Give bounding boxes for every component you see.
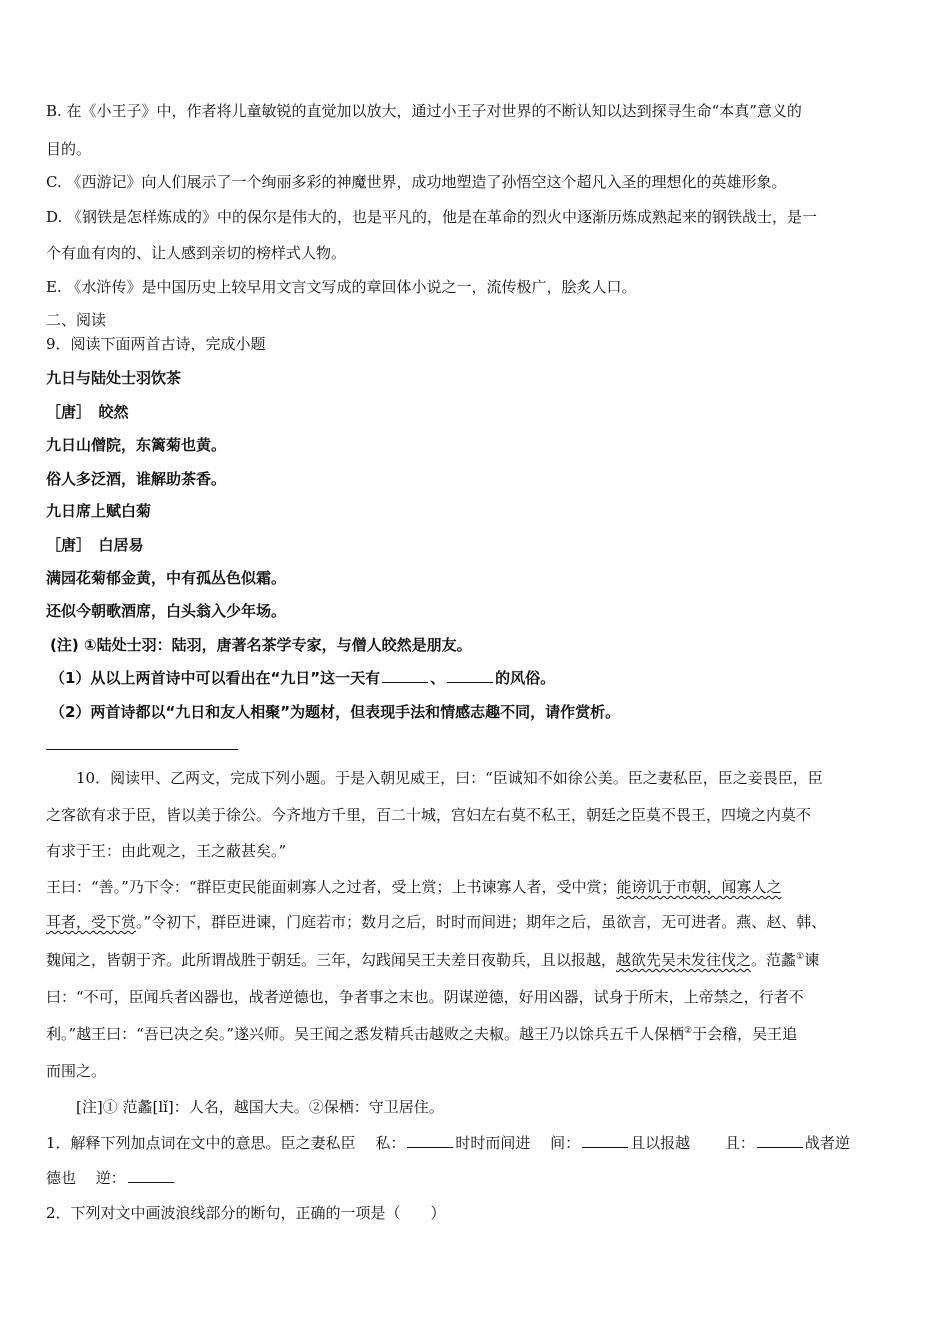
- option-b-line1: B. 在《小王子》中，作者将儿童敏锐的直觉加以放大，通过小王子对世界的不断认知以达到探寻生命“本真”意义的: [46, 102, 802, 120]
- poem1-line2: 俗人多泛酒，谁解助茶香。: [46, 470, 227, 488]
- poem2-author: ［唐］ 白居易: [46, 536, 144, 554]
- option-d-line1: D. 《钢铁是怎样炼成的》中的保尔是伟大的，也是平凡的，他是在革命的烈火中逐渐历炼成熟起来的钢铁战士，是一: [46, 208, 818, 226]
- q10-line8-text-a: 利。”越王曰：“吾已决之矣。”遂兴师。吴王闻之悉发精兵击越败之夫椒。越王乃以馀兵五千人保栖: [46, 1025, 685, 1043]
- q9-intro: 9．阅读下面两首古诗，完成小题: [46, 335, 266, 353]
- q10-sub1-text-d: 战者逆: [804, 1134, 850, 1152]
- poem2-line1: 满园花菊郁金黄，中有孤丛色似霜。: [46, 569, 287, 587]
- poem1-title: 九日与陆处士羽饮茶: [46, 369, 182, 387]
- wavy-underline-segment-2: 耳者，受下赏: [46, 913, 137, 931]
- q9-sub1-text-c: 的风俗。: [495, 669, 556, 687]
- q10-line8-text-b: 于会稽，吴王追: [692, 1025, 798, 1043]
- q10-line2: 之客欲有求于臣，皆以美于徐公。今齐地方千里，百二十城，宫妇左右莫不私王，朝廷之臣莫不畏王，四境之内莫不: [46, 806, 812, 824]
- q10-line6-text-c: 谏: [804, 951, 820, 969]
- q10-line6-text-a: 魏闻之，皆朝于齐。此所谓战胜于朝廷。三年，勾践闻吴王夫差日夜勒兵，且以报越，: [46, 951, 617, 969]
- q9-sub2: （2）两首诗都以“九日和友人相聚”为题材，但表现手法和情感志趣不同，请作赏析。: [50, 703, 621, 721]
- q10-sub1-line1: [46, 1133, 850, 1153]
- q10-line9: 而围之。: [46, 1062, 107, 1080]
- poem2-line2: 还似今朝歌酒席，白头翁入少年场。: [46, 602, 287, 620]
- q10-sub1-line2: [46, 1168, 176, 1188]
- q10-line5: [46, 912, 826, 932]
- wavy-underline-segment-1: 能谤讥于市朝，闻寡人之: [616, 878, 782, 896]
- poem1-line1: 九日山僧院，东篱菊也黄。: [46, 436, 227, 454]
- q10-sub1-text-b: 时时而间进 间：: [455, 1134, 581, 1152]
- answer-blank-4[interactable]: [582, 1133, 628, 1148]
- q9-sub1-text-b: 、: [430, 669, 446, 687]
- q10-line5-text: 。”令初下，群臣进谏，门庭若市；数月之后，时时而间进；期年之后，虽欲言，无可进者。燕、赵、韩、: [136, 913, 827, 931]
- answer-blank-1[interactable]: [382, 668, 428, 683]
- q10-sub1-text-c: 且以报越 且：: [630, 1134, 755, 1152]
- answer-blank-6[interactable]: [128, 1168, 174, 1183]
- poem1-author: ［唐］ 皎然: [46, 403, 129, 421]
- q10-sub1-text-a: 1．解释下列加点词在文中的意思。臣之妻私臣 私：: [46, 1134, 406, 1152]
- option-d-line2: 个有血有肉的、让人感到亲切的榜样式人物。: [46, 244, 347, 262]
- q10-line4-text: 王曰：“善。”乃下令：“群臣吏民能面刺寡人之过者，受上赏；上书谏寡人者，受中赏；: [46, 878, 617, 896]
- answer-line[interactable]: [46, 749, 238, 750]
- q10-line1: 10．阅读甲、乙两文，完成下列小题。于是入朝见威王，曰：“臣诚知不如徐公美。臣之妻私臣，臣之妾畏臣，臣: [46, 769, 823, 787]
- option-c: C. 《西游记》向人们展示了一个绚丽多彩的神魔世界，成功地塑造了孙悟空这个超凡入圣的理想化的英雄形象。: [46, 173, 787, 191]
- footnote-marker-2: ②: [684, 1026, 693, 1036]
- option-e: E. 《水浒传》是中国历史上较早用文言文写成的章回体小说之一，流传极广，脍炙人口。: [46, 278, 637, 296]
- wavy-underline-segment-3: 越欲先吴未发往伐之: [616, 951, 752, 969]
- q10-line6-text-b: 。范蠡: [751, 951, 797, 969]
- q10-sub2: 2．下列对文中画波浪线部分的断句，正确的一项是（ ）: [46, 1204, 446, 1222]
- q10-line3: 有求于王：由此观之，王之蔽甚矣。”: [46, 842, 287, 860]
- q10-line4: [46, 877, 782, 897]
- q10-line6: [46, 950, 819, 970]
- answer-blank-3[interactable]: [407, 1133, 453, 1148]
- q10-sub1-text-e: 德也 逆：: [46, 1169, 126, 1187]
- q10-line8: [46, 1024, 797, 1044]
- q10-note: [注]① 范蠡[lǐ]：人名，越国大夫。②保栖：守卫居住。: [46, 1098, 444, 1116]
- answer-blank-2[interactable]: [447, 668, 493, 683]
- option-b-line2: 目的。: [46, 140, 92, 158]
- poem2-title: 九日席上赋白菊: [46, 502, 152, 520]
- answer-blank-5[interactable]: [757, 1133, 803, 1148]
- q9-sub1: [50, 668, 555, 688]
- footnote-marker-1: ①: [796, 952, 805, 962]
- q9-sub1-text-a: （1）从以上两首诗中可以看出在“九日”这一天有: [50, 669, 381, 687]
- poem-note: (注) ①陆处士羽：陆羽，唐著名茶学专家，与僧人皎然是朋友。: [50, 636, 472, 654]
- q10-line7: 曰：“不可，臣闻兵者凶器也，战者逆德也，争者事之末也。阴谋逆德，好用凶器，试身于所末，上帝禁之，行者不: [46, 988, 804, 1006]
- section-heading: 二、阅读: [46, 311, 107, 329]
